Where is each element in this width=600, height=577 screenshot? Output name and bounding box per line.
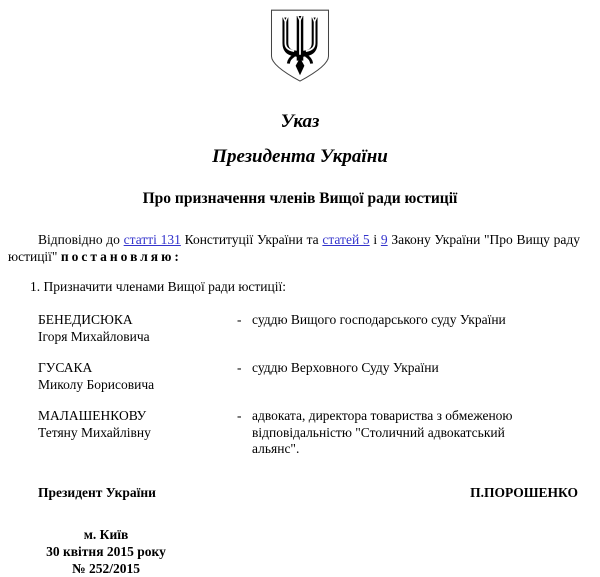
list-item-1: 1. Призначити членами Вищої ради юстиції:	[30, 279, 287, 294]
link-articles-5[interactable]: статей 5	[322, 232, 370, 247]
preamble-paragraph	[8, 231, 580, 265]
appointee-name-block	[38, 408, 237, 441]
dash-separator: -	[237, 312, 242, 327]
footer-number: № 252/2015	[72, 560, 140, 576]
ukraine-trident-emblem	[262, 8, 338, 84]
appointee-position: адвоката, директора товариства з обмеженою відповідальністю "Столичний адвокатський альянс".	[252, 408, 513, 456]
link-article-9[interactable]: 9	[380, 232, 388, 247]
footer-date: 30 квітня 2015 року	[46, 543, 166, 559]
dash-separator: -	[237, 408, 242, 423]
appointee-name-block	[38, 360, 237, 393]
document-title-line1: Указ	[280, 111, 320, 132]
appointee-surname: ГУСАКА	[38, 360, 93, 375]
appointment-row	[38, 360, 580, 393]
appointee-surname: БЕНЕДИСЮКА	[38, 312, 133, 327]
signature-row	[38, 484, 578, 501]
appointment-row	[38, 312, 580, 345]
preamble-text-2: Конституції України та	[180, 232, 323, 247]
appointee-surname: МАЛАШЕНКОВУ	[38, 408, 147, 423]
signer-title: Президент України	[38, 484, 156, 500]
place-date-block	[20, 526, 192, 577]
appointment-row	[38, 408, 580, 458]
signer-name: П.ПОРОШЕНКО	[470, 484, 578, 500]
preamble-text-1: Відповідно до	[38, 232, 124, 247]
footer-city: м. Київ	[83, 526, 129, 542]
appointee-firstname: Тетяну Михайлівну	[38, 424, 151, 440]
emblem-container	[0, 0, 600, 88]
decree-word: постановляю:	[60, 249, 182, 264]
document-subject: Про призначення членів Вищої ради юстиції	[142, 190, 458, 207]
appointee-firstname: Миколу Борисовича	[38, 376, 155, 392]
appointee-position: суддю Вищого господарського суду України	[252, 312, 506, 327]
preamble-text-3: і	[369, 232, 381, 247]
document-title-line2: Президента України	[212, 146, 388, 167]
dash-separator: -	[237, 360, 242, 375]
link-article-131[interactable]: статті 131	[123, 232, 181, 247]
appointee-name-block	[38, 312, 237, 345]
appointee-firstname: Ігоря Михайловича	[38, 328, 150, 344]
preamble-text-4: Закону України "Про Вищу раду юстиції"	[8, 232, 580, 264]
appointments-list	[38, 312, 580, 458]
appointee-position: суддю Верховного Суду України	[252, 360, 439, 375]
